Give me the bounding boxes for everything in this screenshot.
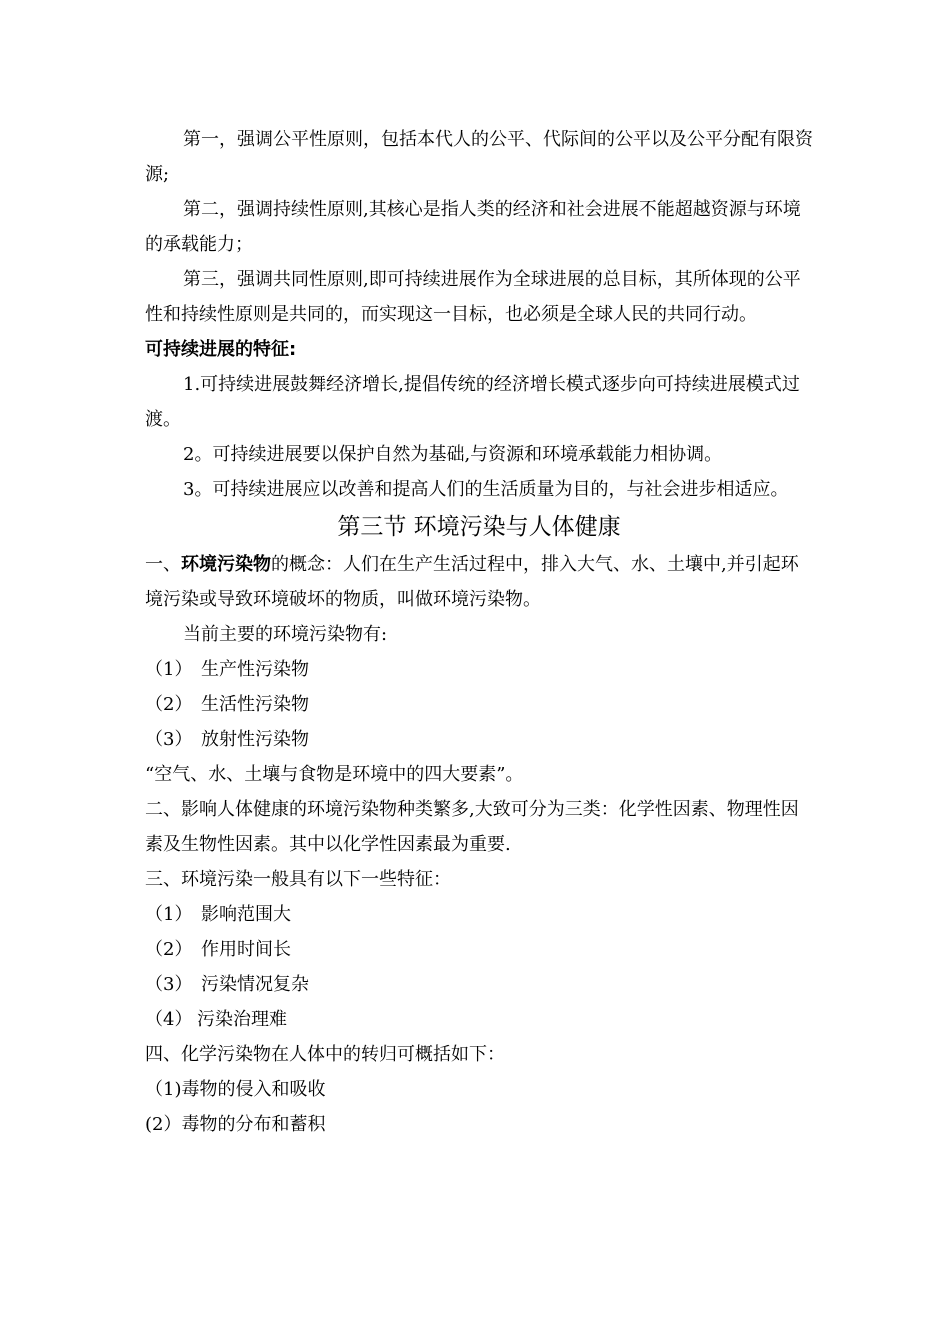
section-heading: 第三节 环境污染与人体健康 bbox=[337, 514, 621, 540]
document-page bbox=[145, 122, 813, 1142]
list-item bbox=[145, 1002, 813, 1037]
feature-2: 2。可持续进展要以保护自然为基础,与资源和环境承载能力相协调。 bbox=[183, 444, 723, 465]
list-item-number: （3） bbox=[145, 729, 193, 750]
list-item bbox=[145, 967, 813, 1002]
chemical-fate-intro: 四、化学污染物在人体中的转归可概括如下： bbox=[145, 1044, 505, 1065]
four-elements-quote: “空气、水、土壤与食物是环境中的四大要素”。 bbox=[145, 764, 524, 785]
list-item-text: 污染治理难 bbox=[197, 1009, 287, 1030]
principle-commonality: 第三，强调共同性原则,即可持续进展作为全球进展的总目标，其所体现的公平性和持续性原则是共同的，而实现这一目标，也必须是全球人民的共同行动。 bbox=[145, 269, 801, 325]
characteristics-list bbox=[145, 897, 813, 1037]
list-item-number: （2） bbox=[145, 694, 193, 715]
list-item bbox=[145, 1072, 813, 1107]
main-pollutants-intro: 当前主要的环境污染物有: bbox=[183, 624, 388, 645]
definition-text: 的概念：人们在生产生活过程中，排入大气、水、土壤中,并引起环境污染或导致环境破坏的物质，叫做环境污染物。 bbox=[145, 554, 799, 610]
list-item-text: 影响范围大 bbox=[201, 904, 291, 925]
list-item-number: （1） bbox=[145, 659, 193, 680]
list-item bbox=[145, 932, 813, 967]
pollutant-definition bbox=[145, 547, 813, 617]
pollutant-list bbox=[145, 652, 813, 757]
list-item-text: 作用时间长 bbox=[201, 939, 291, 960]
list-item-text: 生产性污染物 bbox=[201, 659, 309, 680]
feature-3: 3。可持续进展应以改善和提高人们的生活质量为目的，与社会进步相适应。 bbox=[183, 479, 789, 500]
list-item bbox=[145, 652, 813, 687]
feature-1: 1.可持续进展鼓舞经济增长,提倡传统的经济增长模式逐步向可持续进展模式过渡。 bbox=[145, 374, 800, 430]
list-item bbox=[145, 687, 813, 722]
list-item-number: （2） bbox=[145, 939, 193, 960]
list-item bbox=[145, 1107, 813, 1142]
definition-term: 环境污染物 bbox=[181, 554, 271, 575]
list-item-number: （1) bbox=[145, 1079, 182, 1100]
list-item-number: （4） bbox=[145, 1009, 193, 1030]
list-item-number: (2） bbox=[145, 1114, 182, 1135]
list-item-text: 毒物的侵入和吸收 bbox=[181, 1079, 326, 1100]
list-item-text: 放射性污染物 bbox=[201, 729, 309, 750]
list-item bbox=[145, 897, 813, 932]
health-factors: 二、影响人体健康的环境污染物种类繁多,大致可分为三类：化学性因素、物理性因素及生物性因素。其中以化学性因素最为重要. bbox=[145, 799, 799, 855]
list-item bbox=[145, 722, 813, 757]
list-item-text: 毒物的分布和蓄积 bbox=[181, 1114, 326, 1135]
principle-fairness: 第一，强调公平性原则，包括本代人的公平、代际间的公平以及公平分配有限资源; bbox=[145, 129, 813, 185]
list-item-text: 生活性污染物 bbox=[201, 694, 309, 715]
principle-sustainability: 第二，强调持续性原则,其核心是指人类的经济和社会进展不能超越资源与环境的承载能力； bbox=[145, 199, 801, 255]
pollution-characteristics-intro: 三、环境污染一般具有以下一些特征： bbox=[145, 869, 451, 890]
definition-prefix: 一、 bbox=[145, 554, 181, 575]
list-item-number: （1） bbox=[145, 904, 193, 925]
features-title: 可持续进展的特征: bbox=[145, 339, 297, 360]
fate-list bbox=[145, 1072, 813, 1142]
list-item-text: 污染情况复杂 bbox=[201, 974, 309, 995]
list-item-number: （3） bbox=[145, 974, 193, 995]
